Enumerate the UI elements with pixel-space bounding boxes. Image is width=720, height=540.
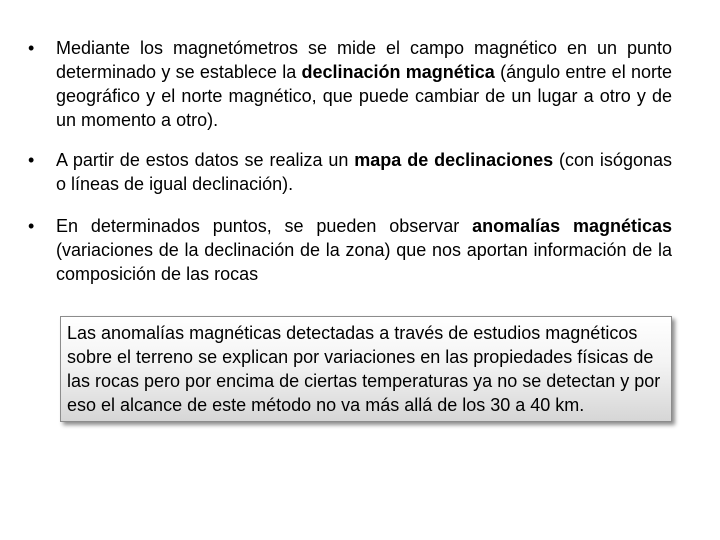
- bullet-text-part: En determinados puntos, se pueden observar: [56, 216, 473, 236]
- note-box: [60, 316, 672, 422]
- bullet-marker: •: [28, 216, 35, 236]
- bullet-text-part: (ángulo entre el norte geográfico y el norte magnético, que puede cambiar de un lugar a otro y de un momento a otro).: [56, 62, 672, 130]
- bullet-text: [56, 150, 672, 194]
- note-text: Las anomalías magnéticas detectadas a través de estudios magnéticos sobre el terreno se explican por variaciones en las propiedades físicas de las rocas pero por encima de ciertas temperaturas ya no se detectan y por eso el alcance de este método no va más allá de los 30 a 40 km.: [67, 323, 661, 415]
- bullet-list: [24, 36, 672, 302]
- bullet-text: [56, 38, 672, 130]
- bullet-text-part: A partir de estos datos se realiza un: [56, 150, 355, 170]
- bullet-marker: •: [28, 150, 35, 170]
- bullet-text: [56, 216, 672, 284]
- bullet-text-part: (con isógonas o líneas de igual declinación).: [56, 150, 672, 194]
- bullet-item-3: [24, 214, 672, 286]
- bullet-item-2: [24, 148, 672, 196]
- bullet-item-1: [24, 36, 672, 132]
- bullet-highlight: anomalías magnéticas: [472, 216, 672, 236]
- bullet-highlight: declinación magnética: [301, 62, 495, 82]
- bullet-highlight: mapa de declinaciones: [354, 150, 554, 170]
- bullet-marker: •: [28, 38, 35, 58]
- bullet-text-part: (variaciones de la declinación de la zona) que nos aportan información de la composición de las rocas: [56, 240, 672, 284]
- bullet-text-part: Mediante los magnetómetros se mide el campo magnético en un punto determinado y se establece la: [56, 38, 672, 82]
